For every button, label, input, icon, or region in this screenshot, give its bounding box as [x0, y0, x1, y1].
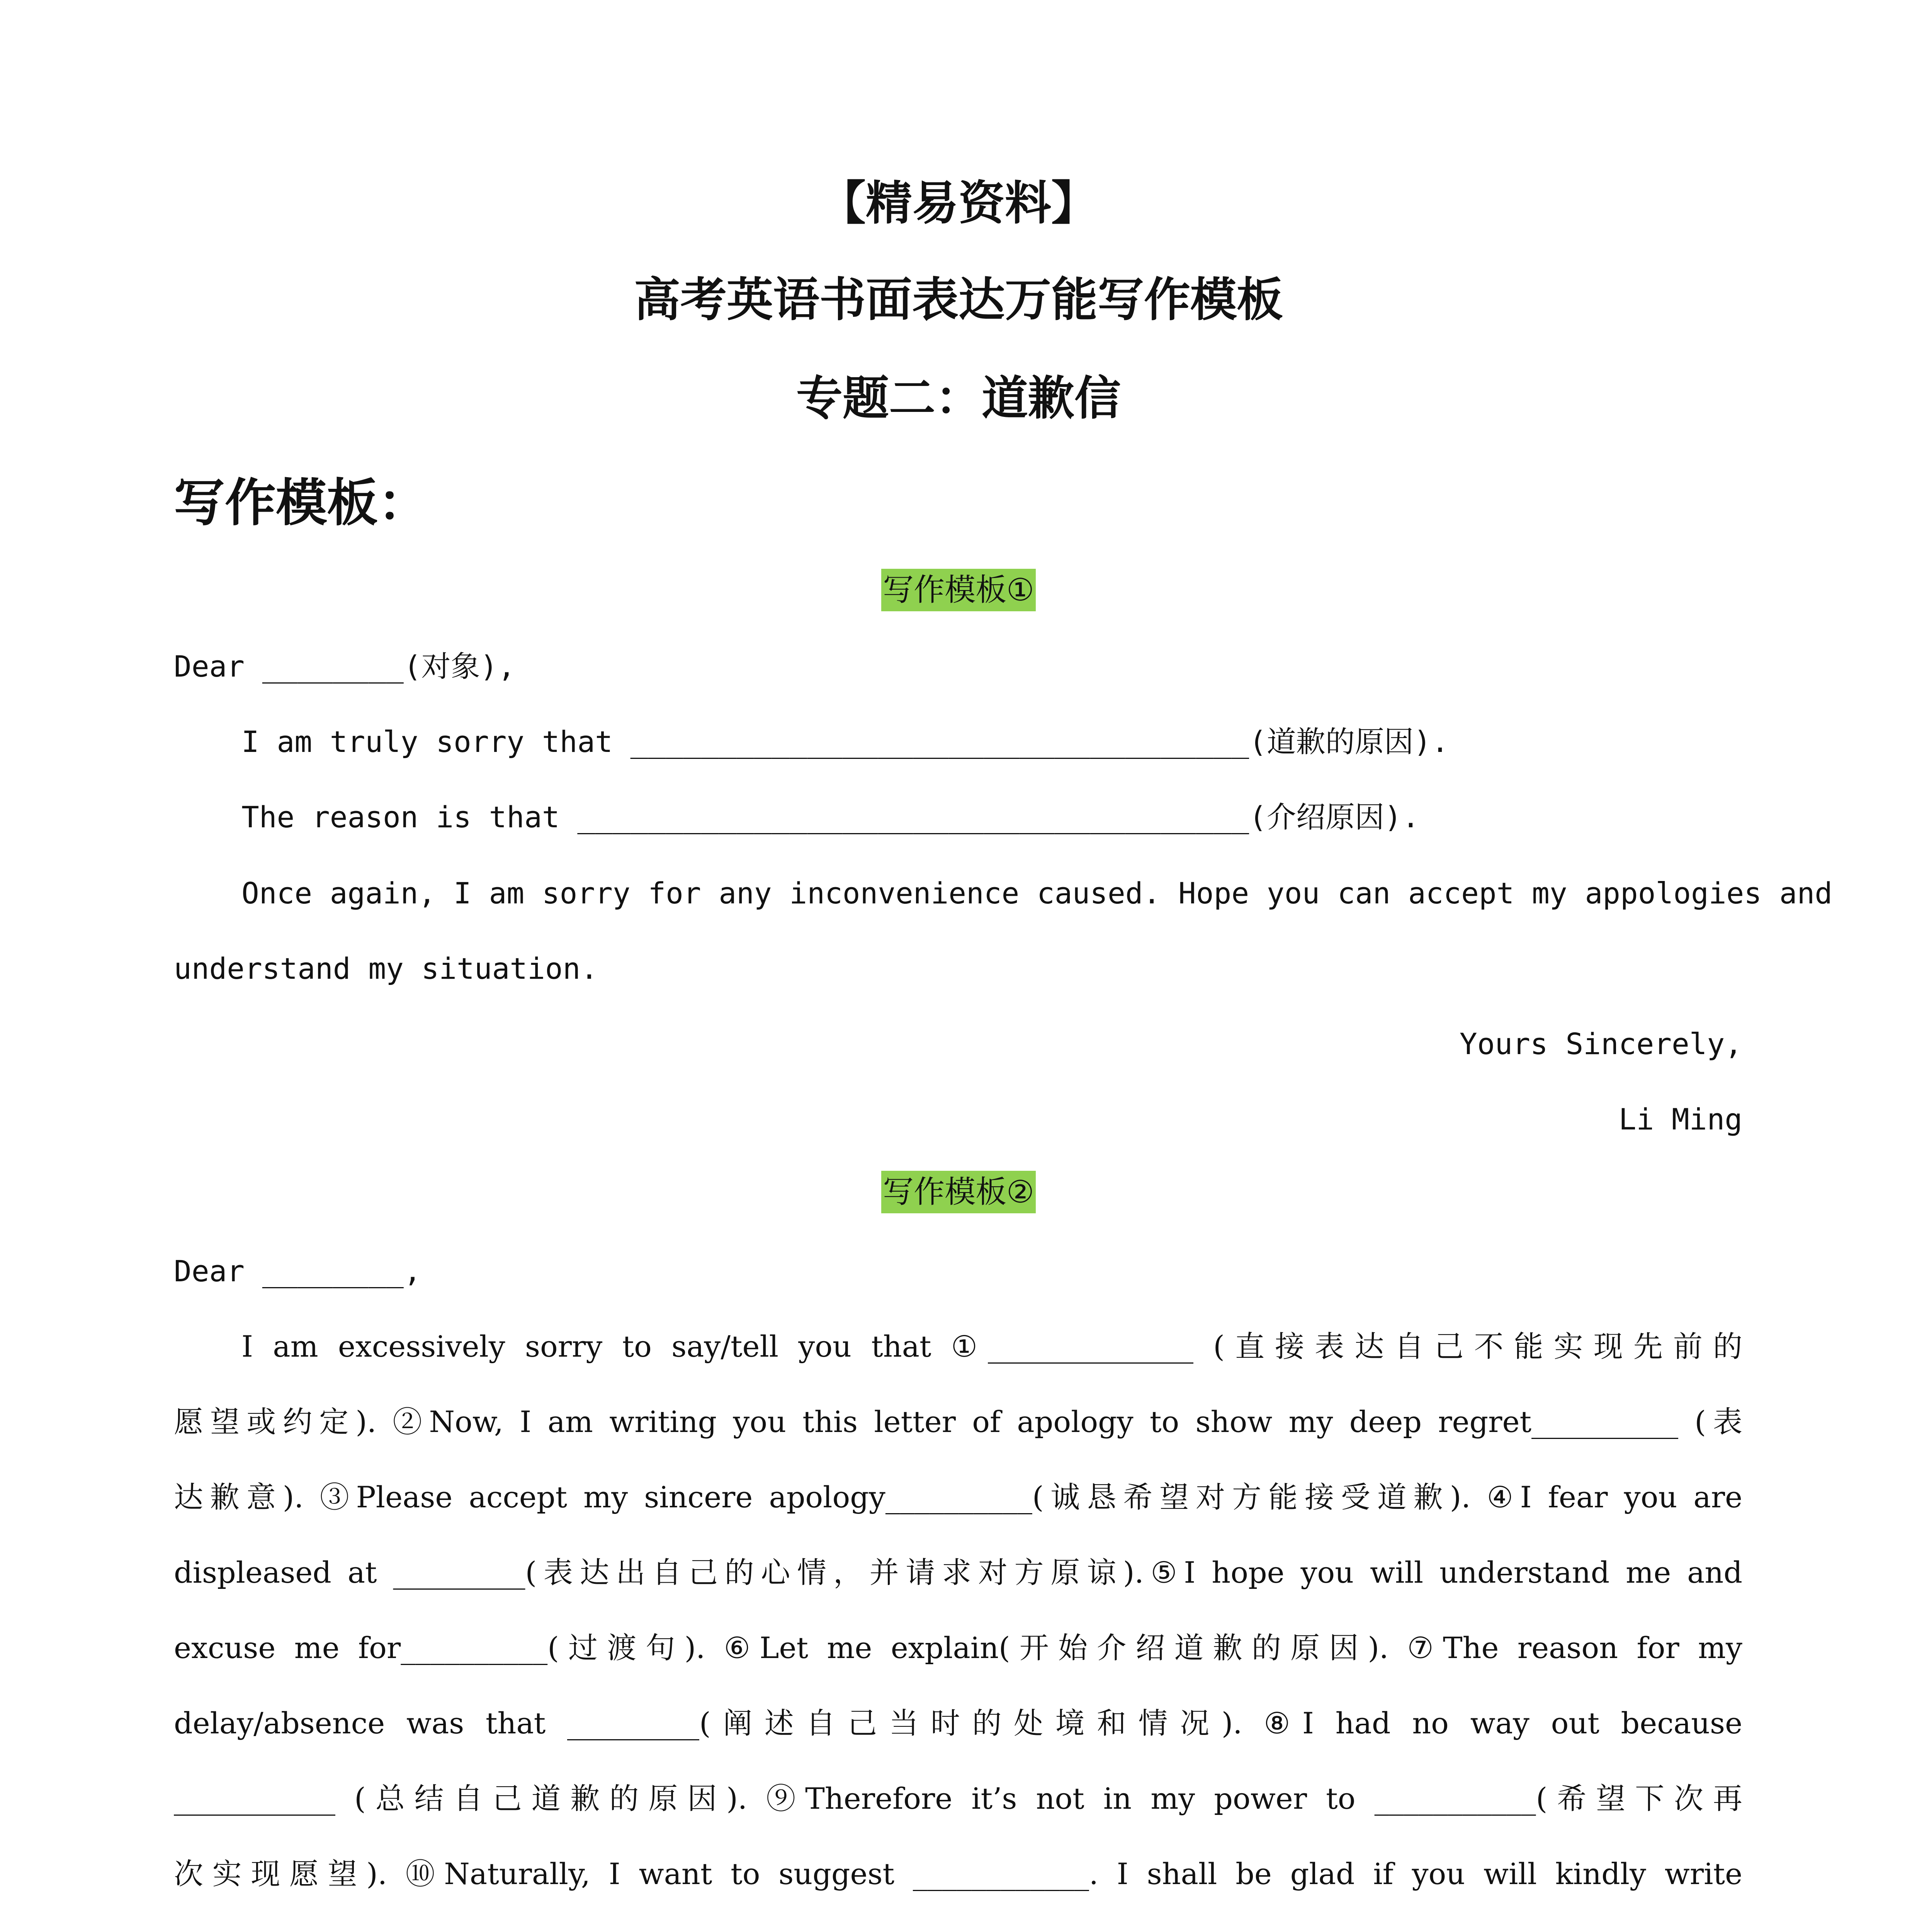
document-title: 高考英语书面表达万能写作模板 — [634, 273, 1283, 327]
brand-heading: 【精易资料】 — [819, 177, 1098, 230]
template-1-tag-row — [0, 569, 1917, 611]
template-2-line: excuse me for__________(过渡句). ⑥Let me explain(开始介绍道歉的原因). ⑦The reason for my — [174, 1631, 1742, 1665]
template-2-line — [174, 1930, 1211, 1932]
template-2-line: 次实现愿望). ⑩Naturally, I want to suggest ____________. I shall be glad if you will kindly write — [174, 1857, 1742, 1891]
template-2-line: 达歉意). ③Please accept my sincere apology__________(诚恳希望对方能接受道歉). ④I fear you are — [174, 1480, 1742, 1514]
template-2-line: 愿望或约定). ②Now, I am writing you this letter of apology to show my deep regret__________ (表 — [174, 1405, 1742, 1439]
section-title: 写作模板： — [174, 473, 429, 533]
template-1-tag: 写作模板① — [881, 569, 1036, 611]
template-2-line: ___________ (总结自己道歉的原因). ⑨Therefore it’s not in my power to ___________(希望下次再 — [174, 1781, 1742, 1816]
template-2-line: delay/absence was that _________(阐述自己当时的处境和情况). ⑧I had no way out because — [174, 1706, 1742, 1740]
template-2-line: displeased at _________(表达出自己的心情，并请求对方原谅).⑤I hope you will understand me and — [174, 1555, 1742, 1590]
template-1-greeting: Dear ________(对象), — [174, 649, 516, 684]
template-2-line: I am excessively sorry to say/tell you that ①______________ (直接表达自己不能实现先前的 — [241, 1329, 1742, 1364]
template-1-line-1: I am truly sorry that ___________________________________(道歉的原因). — [241, 724, 1449, 759]
template-1-line-3: Once again, I am sorry for any inconvenience caused. Hope you can accept my appologies and — [241, 876, 1833, 910]
template-2-tag: 写作模板② — [881, 1171, 1036, 1213]
template-1-closing: Yours Sincerely, — [1459, 1027, 1742, 1061]
template-2-tag-row — [0, 1171, 1917, 1213]
topic-heading: 专题二：道歉信 — [796, 372, 1121, 425]
template-1-line-4: understand my situation. — [174, 951, 598, 986]
template-1-line-2: The reason is that ______________________________________(介绍原因). — [241, 800, 1420, 834]
template-1-signature: Li Ming — [1618, 1102, 1742, 1136]
template-2-greeting: Dear ________, — [174, 1254, 421, 1288]
